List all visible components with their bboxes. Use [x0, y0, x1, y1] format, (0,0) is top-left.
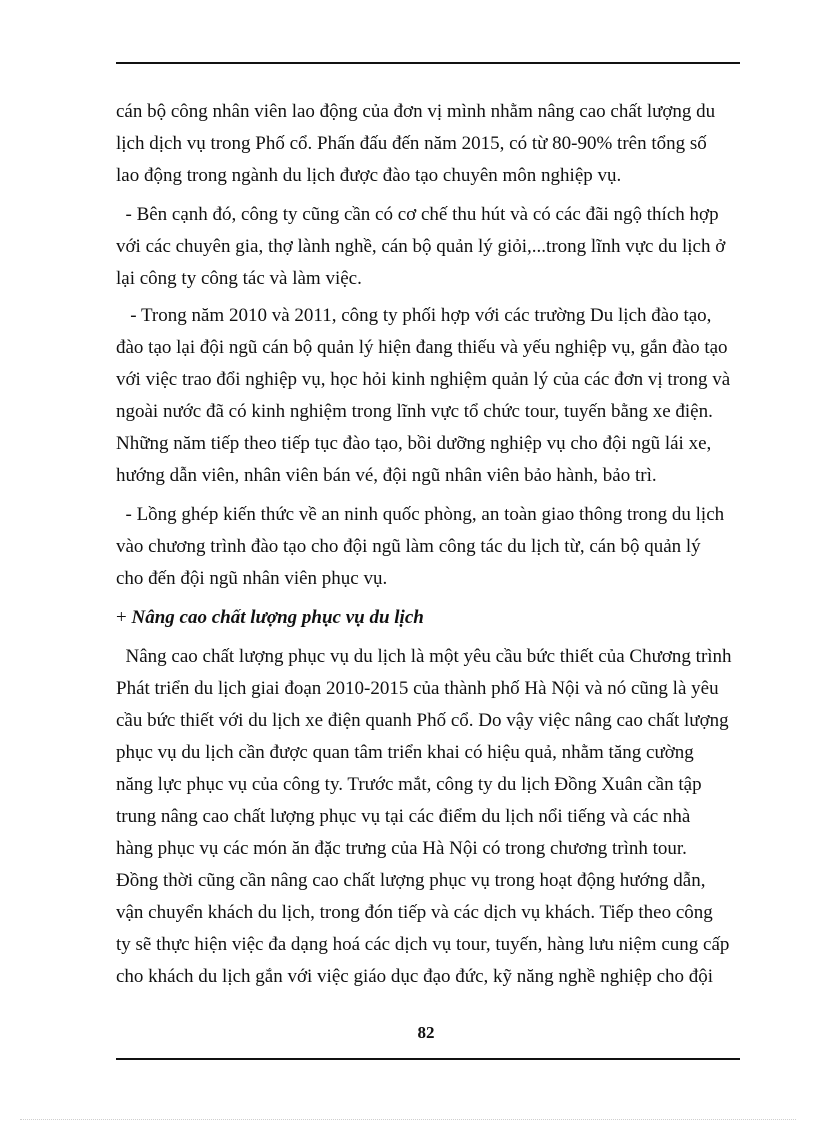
heading-title: Nâng cao chất lượng phục vụ du lịch: [131, 607, 424, 628]
text-line: với các chuyên gia, thợ lành nghề, cán bộ quản lý giỏi,...trong lĩnh vực du lịch ở: [116, 236, 726, 257]
page-number: 82: [417, 1023, 435, 1042]
text-line: lại công ty công tác và làm việc.: [116, 268, 362, 289]
text-line: lịch dịch vụ trong Phố cổ. Phấn đấu đến năm 2015, có từ 80-90% trên tổng số: [116, 133, 707, 154]
text-line: cho khách du lịch gắn với việc giáo dục đạo đức, kỹ năng nghề nghiệp cho đội: [116, 966, 714, 987]
paragraph-training-target: [116, 96, 746, 192]
text-line: vào chương trình đào tạo cho đội ngũ làm công tác du lịch từ, cán bộ quản lý: [116, 536, 701, 557]
text-line: cho đến đội ngũ nhân viên phục vụ.: [116, 568, 388, 589]
text-line: Nâng cao chất lượng phục vụ du lịch là một yêu cầu bức thiết của Chương trình: [116, 646, 732, 667]
text-line: với việc trao đổi nghiệp vụ, học hỏi kinh nghiệm quản lý của các đơn vị trong và: [116, 369, 731, 390]
text-line: - Bên cạnh đó, công ty cũng cần có cơ chế thu hút và có các đãi ngộ thích hợp: [116, 204, 719, 225]
text-line: trung nâng cao chất lượng phục vụ tại các điểm du lịch nổi tiếng và các nhà: [116, 806, 691, 827]
paragraph-attract-experts: [116, 199, 746, 295]
text-line: năng lực phục vụ của công ty. Trước mắt, công ty du lịch Đồng Xuân cần tập: [116, 774, 702, 795]
document-body: [116, 96, 746, 1000]
paragraph-security-integration: [116, 499, 746, 595]
section-heading-line: [116, 602, 746, 634]
text-line: ngoài nước đã có kinh nghiệm trong lĩnh vực tổ chức tour, tuyến bằng xe điện.: [116, 401, 713, 422]
text-line: - Lồng ghép kiến thức về an ninh quốc phòng, an toàn giao thông trong du lịch: [116, 504, 725, 525]
page-edge-dotted-line: [20, 1119, 796, 1120]
text-line: Phát triển du lịch giai đoạn 2010-2015 của thành phố Hà Nội và nó cũng là yêu: [116, 678, 719, 699]
text-line: vận chuyển khách du lịch, trong đón tiếp và các dịch vụ khách. Tiếp theo công: [116, 902, 713, 923]
text-line: hướng dẫn viên, nhân viên bán vé, đội ngũ nhân viên bảo hành, bảo trì.: [116, 465, 657, 486]
text-line: Đồng thời cũng cần nâng cao chất lượng phục vụ trong hoạt động hướng dẫn,: [116, 870, 706, 891]
text-line: lao động trong ngành du lịch được đào tạo chuyên môn nghiệp vụ.: [116, 165, 622, 186]
text-line: cán bộ công nhân viên lao động của đơn vị mình nhằm nâng cao chất lượng du: [116, 101, 716, 122]
paragraph-service-quality: [116, 641, 746, 993]
text-line: ty sẽ thực hiện việc đa dạng hoá các dịch vụ tour, tuyến, hàng lưu niệm cung cấp: [116, 934, 730, 955]
text-line: phục vụ du lịch cần được quan tâm triển khai có hiệu quả, nhằm tăng cường: [116, 742, 694, 763]
text-line: hàng phục vụ các món ăn đặc trưng của Hà Nội có trong chương trình tour.: [116, 838, 687, 859]
header-rule: [116, 62, 740, 64]
text-line: đào tạo lại đội ngũ cán bộ quản lý hiện đang thiếu và yếu nghiệp vụ, gắn đào tạo: [116, 337, 728, 358]
text-line: Những năm tiếp theo tiếp tục đào tạo, bồi dưỡng nghiệp vụ cho đội ngũ lái xe,: [116, 433, 712, 454]
paragraph-training-2010-2011: [116, 300, 746, 492]
text-line: cầu bức thiết với du lịch xe điện quanh Phố cổ. Do vậy việc nâng cao chất lượng: [116, 710, 729, 731]
footer-rule: [116, 1058, 740, 1060]
heading-prefix: +: [116, 607, 132, 628]
section-heading: [116, 602, 746, 634]
text-line: - Trong năm 2010 và 2011, công ty phối hợp với các trường Du lịch đào tạo,: [116, 305, 712, 326]
